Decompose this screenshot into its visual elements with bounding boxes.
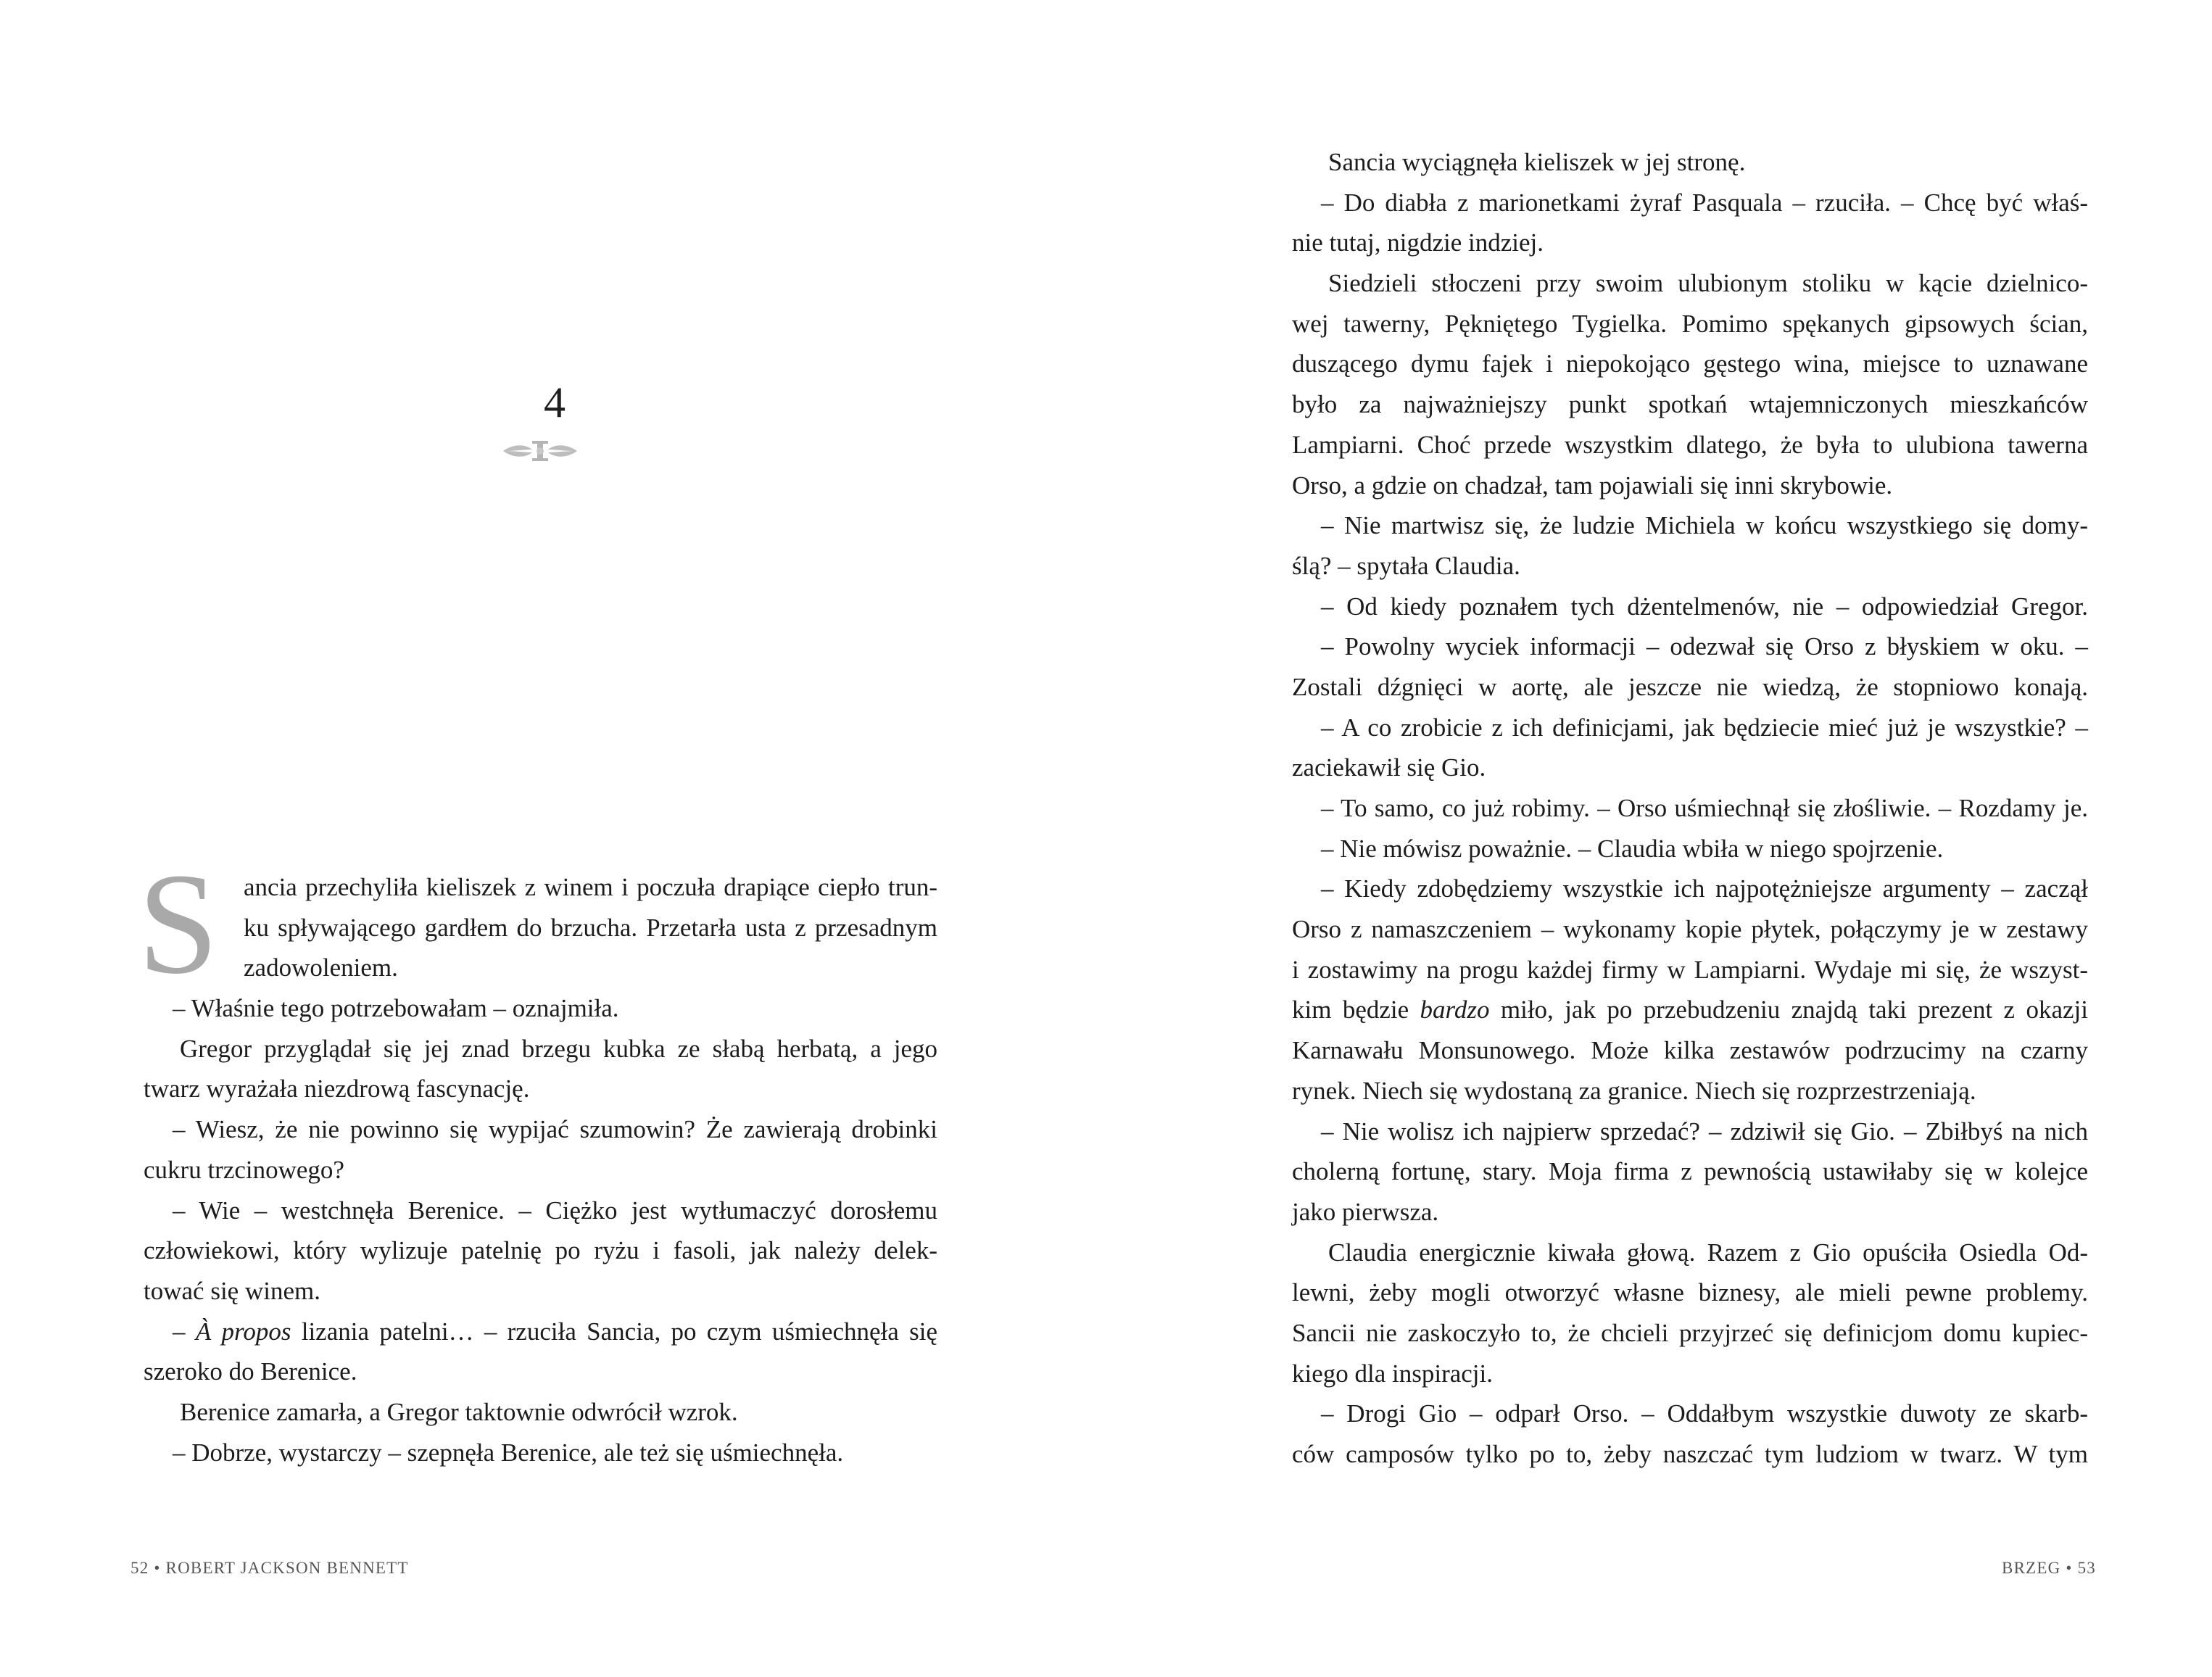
text-line: Siedzieli stłoczeni przy swoim ulubionym stoliku w kącie dzielnico- [1328,269,2088,298]
text-line: Lampiarni. Choć przede wszystkim dlatego, że była to ulubiona tawerna [1292,430,2088,459]
text-line: – Nie mówisz poważnie. – Claudia wbiła w niego spojrzenie. [1321,834,1944,863]
text-line: cholerną fortunę, stary. Moja firma z pewnością ustawiłaby się w kolejce [1292,1157,2088,1186]
text-line: Karnawału Monsunowego. Może kilka zestawów podrzucimy na czarny [1292,1036,2088,1065]
italic-phrase: bardzo [1420,995,1490,1024]
text-line: Berenice zamarła, a Gregor taktownie odwrócił wzrok. [180,1397,738,1426]
text-line: kim będzie bardzo miło, jak po przebudzeniu znajdą taki prezent z okazji [1292,995,2088,1024]
text-line: cukru trzcinowego? [144,1155,344,1184]
text-line: Zostali dźgnięci w aortę, ale jeszcze nie wiedzą, że stopniowo konają. [1292,672,2088,701]
text-line: kiego dla inspiracji. [1292,1359,1494,1388]
text-line: wej tawerny, Pękniętego Tygielka. Pomimo spękanych gipsowych ścian, [1292,309,2088,338]
text-line: rynek. Niech się wydostaną za granice. Niech się rozprzestrzeniają. [1292,1076,1976,1105]
text-line: – A co zrobicie z ich definicjami, jak będziecie mieć już je wszystkie? – [1321,713,2088,742]
text-line: szeroko do Berenice. [144,1357,357,1386]
text-line: Sancia wyciągnęła kieliszek w jej stronę. [1328,148,1746,176]
text-line: – Kiedy zdobędziemy wszystkie ich najpotężniejsze argumenty – zaczął [1321,874,2088,903]
text-line: ku spływającego gardłem do brzucha. Przetarła usta z przesadnym [244,913,937,942]
text-line: – À propos lizania patelni… – rzuciła Sancia, po czym uśmiechnęła się [173,1317,938,1346]
text-line: Gregor przyglądał się jej znad brzegu kubka ze słabą herbatą, a jego [180,1034,937,1063]
text-line: ców camposów tylko po to, żeby naszczać tym ludziom w twarz. W tym [1292,1440,2088,1468]
text-line: ancia przechyliła kieliszek z winem i poczuła drapiące ciepło trun- [244,873,937,901]
fleuron-ornament-icon [500,435,580,467]
right-body-text [1292,142,2088,1475]
text-line: – Nie martwisz się, że ludzie Michiela w końcu wszystkiego się domy- [1321,511,2088,540]
text-line: Claudia energicznie kiwała głową. Razem z Gio opuściła Osiedla Od- [1328,1238,2088,1267]
text-line: zadowoleniem. [244,953,398,982]
text-line: twarz wyrażała niezdrową fascynację. [144,1074,530,1103]
text-line: – Wie – westchnęła Berenice. – Ciężko jest wytłumaczyć dorosłemu [173,1196,937,1225]
right-running-footer: BRZEG • 53 [2002,1559,2096,1577]
text-line: – Do diabła z marionetkami żyraf Pasquala – rzuciła. – Chcę być właś- [1321,188,2088,217]
text-line: – Wiesz, że nie powinno się wypijać szumowin? Że zawierają drobinki [173,1115,937,1144]
left-running-footer: 52 • ROBERT JACKSON BENNETT [131,1559,409,1577]
drop-cap: S [138,844,219,1004]
text-line: – Dobrze, wystarczy – szepnęła Berenice, ale też się uśmiechnęła. [173,1438,844,1467]
text-line: – Właśnie tego potrzebowałam – oznajmiła. [173,994,619,1023]
text-line: – To samo, co już robimy. – Orso uśmiechnął się złośliwie. – Rozdamy je. [1321,794,2088,822]
text-line: człowiekowi, który wylizuje patelnię po ryżu i fasoli, jak należy delek- [144,1236,937,1265]
text-line: było za najważniejszy punkt spotkań wtajemniczonych mieszkańców [1292,390,2088,419]
text-line: nie tutaj, nigdzie indziej. [1292,228,1544,257]
right-page [1106,0,2212,1677]
text-line: – Nie wolisz ich najpierw sprzedać? – zdziwił się Gio. – Zbiłbyś na nich [1321,1117,2088,1146]
text-line: Orso, a gdzie on chadzał, tam pojawiali się inni skrybowie. [1292,471,1893,500]
text-line: – Drogi Gio – odparł Orso. – Oddałbym wszystkie duwoty ze skarb- [1321,1399,2088,1428]
text-line: – Od kiedy poznałem tych dżentelmenów, nie – odpowiedział Gregor. [1321,592,2088,621]
text-line: – Powolny wyciek informacji – odezwał się Orso z błyskiem w oku. – [1321,632,2088,661]
text-line: Sancii nie zaskoczyło to, że chcieli przyjrzeć się definicjom domu kupiec- [1292,1318,2088,1347]
text-line: jako pierwsza. [1292,1197,1439,1226]
chapter-number: 4 [544,378,566,426]
left-body-text [144,867,937,1473]
italic-phrase: À propos [195,1317,291,1346]
text-line: Orso z namaszczeniem – wykonamy kopie płytek, połączymy je w zestawy [1292,915,2088,944]
text-line: i zostawimy na progu każdej firmy w Lampiarni. Wydaje mi się, że wszyst- [1292,955,2088,984]
text-line: lewni, żeby mogli otworzyć własne biznesy, ale mieli pewne problemy. [1292,1278,2088,1307]
text-line: tować się winem. [144,1276,320,1305]
text-line: ślą? – spytała Claudia. [1292,551,1520,580]
text-line: zaciekawił się Gio. [1292,753,1486,782]
text-line: duszącego dymu fajek i niepokojąco gęstego wina, miejsce to uznawane [1292,349,2088,378]
